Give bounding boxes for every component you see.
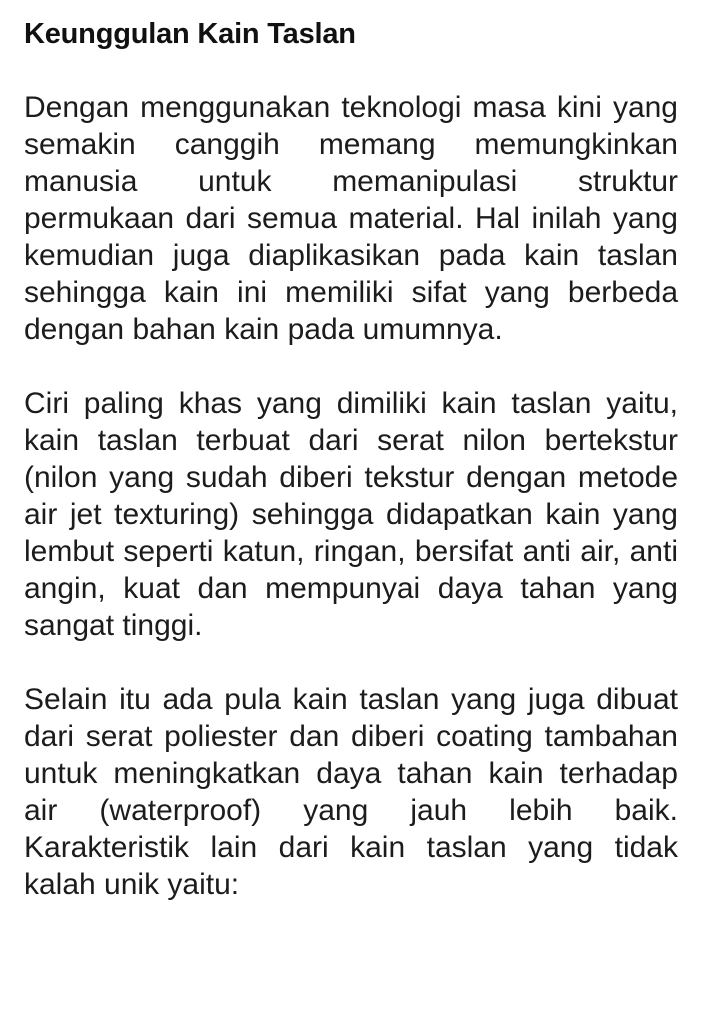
article-title: Keunggulan Kain Taslan [24, 18, 356, 50]
article [24, 0, 678, 903]
article-paragraph-3: Selain itu ada pula kain taslan yang juga dibuat dari serat poliester dan diberi coating tambahan untuk meningkatkan daya tahan kain terhadap air (waterproof) yang jauh lebih baik. Karakteristik lain dari kain taslan yang tidak kalah unik yaitu: [24, 683, 678, 901]
article-paragraph-2: Ciri paling khas yang dimiliki kain taslan yaitu, kain taslan terbuat dari serat nilon bertekstur (nilon yang sudah diberi tekstur dengan metode air jet texturing) sehingga didapatkan kain yang lembut seperti katun, ringan, bersifat anti air, anti angin, kuat dan mempunyai daya tahan yang sangat tinggi. [24, 387, 678, 642]
article-paragraph-1: Dengan menggunakan teknologi masa kini yang semakin canggih memang memungkinkan manusia untuk memanipulasi struktur permukaan dari semua material. Hal inilah yang kemudian juga diaplikasikan pada kain taslan sehingga kain ini memiliki sifat yang berbeda dengan bahan kain pada umumnya. [24, 91, 678, 346]
